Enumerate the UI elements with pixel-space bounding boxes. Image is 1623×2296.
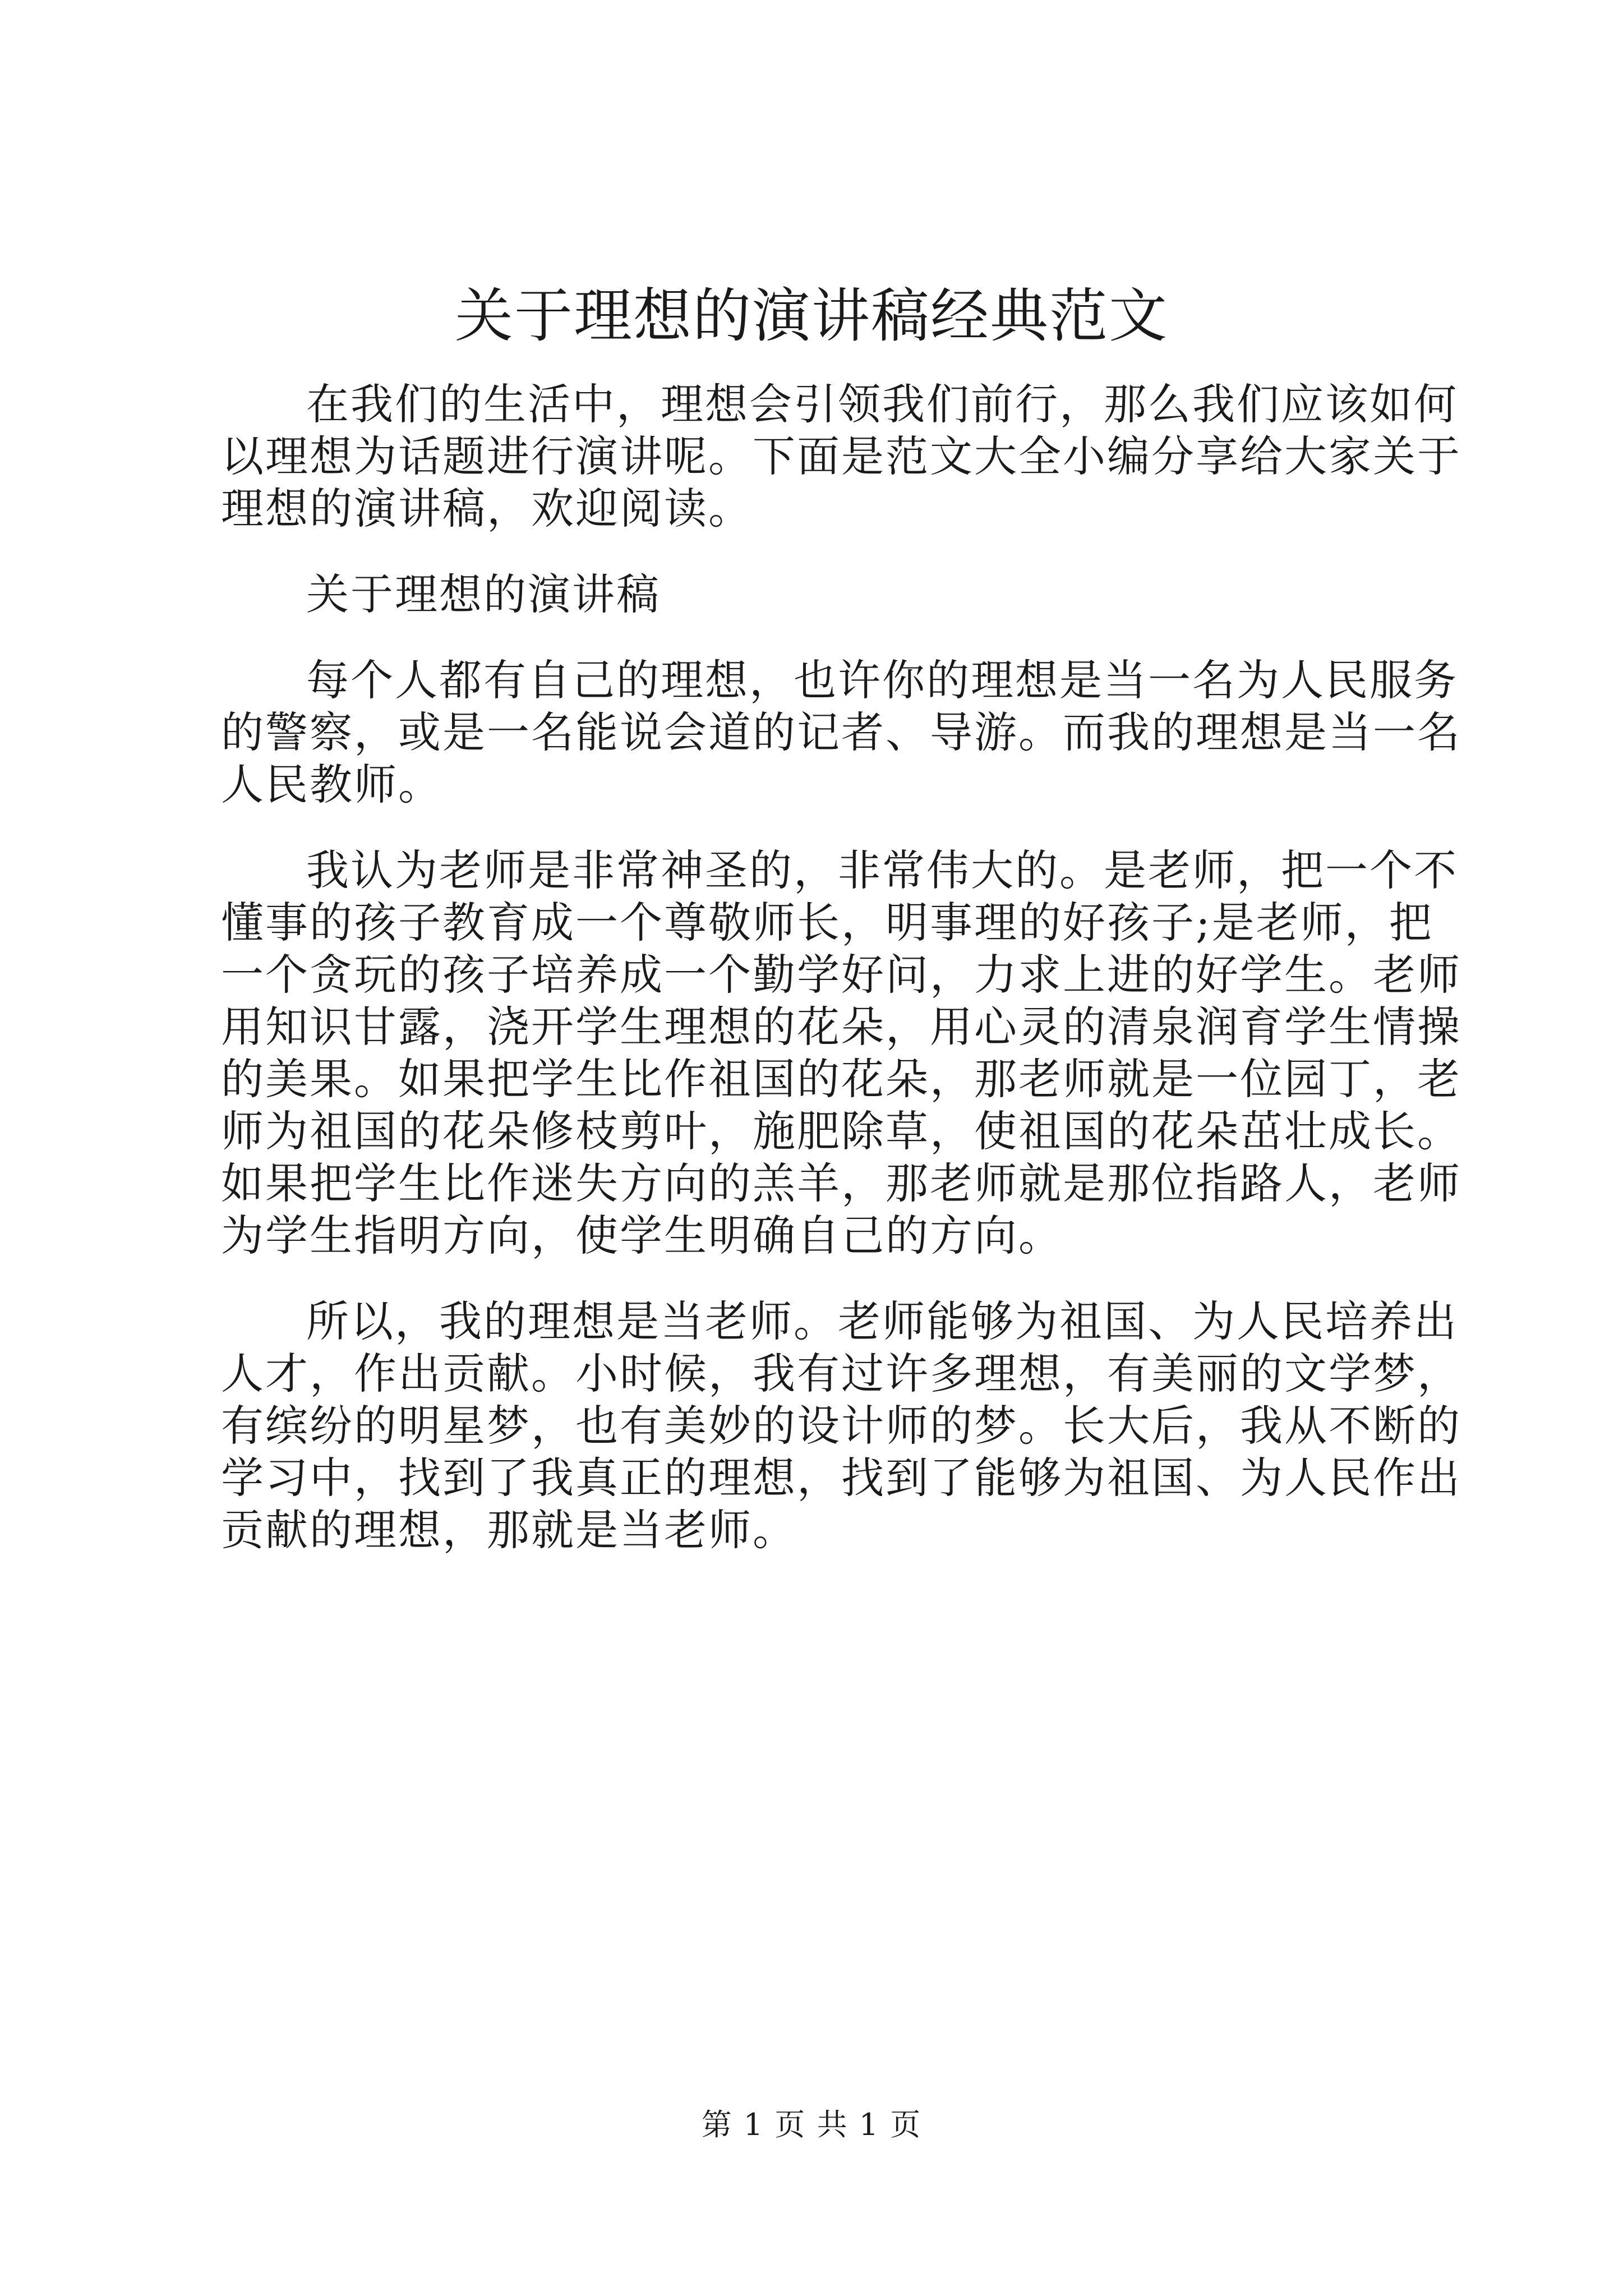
paragraph-line: 为学生指明方向，使学生明确自己的方向。: [221, 1211, 1063, 1260]
paragraph-line: 有缤纷的明星梦，也有美妙的设计师的梦。长大后，我从不断的: [221, 1401, 1461, 1451]
paragraph-line: 理想的演讲稿，欢迎阅读。: [221, 484, 753, 533]
paragraph-line: 的美果。如果把学生比作祖国的花朵，那老师就是一位园丁，老: [221, 1054, 1461, 1104]
paragraph-line: 学习中，找到了我真正的理想，找到了能够为祖国、为人民作出: [221, 1453, 1461, 1503]
paragraph-line: 人民教师。: [221, 760, 442, 809]
body-paragraph: [221, 1295, 1461, 1556]
body-paragraph: [221, 844, 1461, 1262]
paragraph-line: 我认为老师是非常神圣的，非常伟大的。是老师，把一个不: [306, 845, 1458, 895]
section-subheading: [221, 568, 1432, 620]
paragraph-line: 人才，作出贡献。小时候，我有过许多理想，有美丽的文学梦，: [221, 1349, 1461, 1398]
paragraph-line: 在我们的生活中，理想会引领我们前行，那么我们应该如何: [306, 379, 1458, 429]
paragraph-line: 一个贪玩的孩子培养成一个勤学好问，力求上进的好学生。老师: [221, 950, 1461, 1000]
paragraph-line: 所以，我的理想是当老师。老师能够为祖国、为人民培养出: [306, 1296, 1458, 1346]
paragraph-line: 师为祖国的花朵修枝剪叶，施肥除草，使祖国的花朵茁壮成长。: [221, 1106, 1461, 1156]
page-footer: 第 1 页 共 1 页: [701, 2107, 922, 2142]
paragraph-line: 以理想为话题进行演讲呢。下面是范文大全小编分享给大家关于: [221, 431, 1461, 481]
paragraph-line: 贡献的理想，那就是当老师。: [221, 1505, 797, 1555]
paragraph-line: 每个人都有自己的理想，也许你的理想是当一名为人民服务: [306, 655, 1458, 705]
subheading-text: 关于理想的演讲稿: [306, 569, 661, 619]
intro-paragraph: [221, 378, 1461, 535]
paragraph-line: 的警察，或是一名能说会道的记者、导游。而我的理想是当一名: [221, 707, 1461, 757]
document-body: [221, 378, 1461, 1590]
paragraph-line: 如果把学生比作迷失方向的羔羊，那老师就是那位指路人，老师: [221, 1158, 1461, 1208]
paragraph-line: 懂事的孩子教育成一个尊敬师长，明事理的好孩子;是老师，把: [221, 898, 1433, 947]
document-title: 关于理想的演讲稿经典范文: [454, 282, 1168, 350]
body-paragraph: [221, 654, 1461, 811]
paragraph-line: 用知识甘露，浇开学生理想的花朵，用心灵的清泉润育学生情操: [221, 1002, 1461, 1052]
